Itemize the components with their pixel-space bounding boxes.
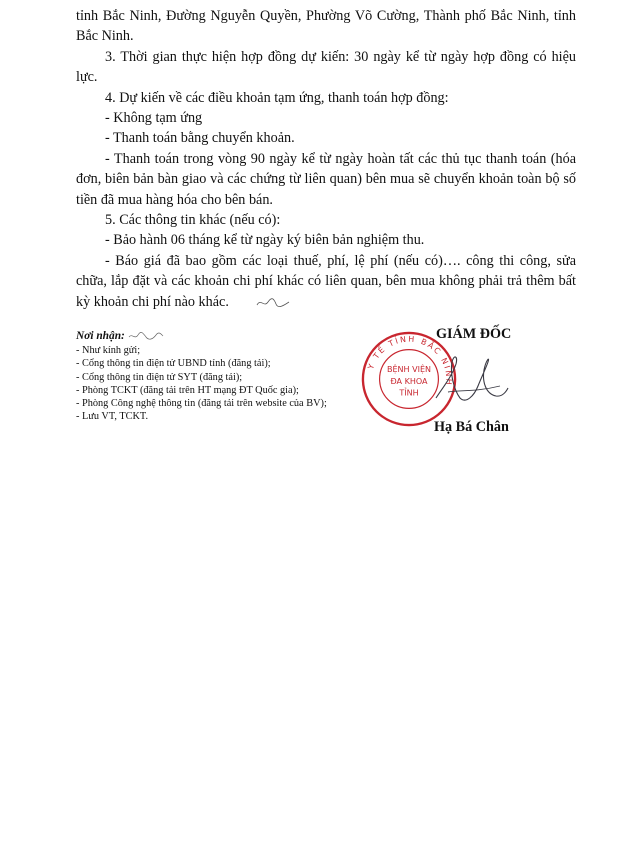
paragraph-payment-deadline: - Thanh toán trong vòng 90 ngày kể từ ngày hoàn tất các thủ tục thanh toán (hóa đơn, biên bản bàn giao và các chứng từ liên quan) bên mua sẽ chuyển khoản toàn bộ số tiền đã mua hàng hóa cho bên bán. bbox=[76, 150, 576, 208]
seal-line-2: ĐA KHOA bbox=[390, 376, 428, 386]
paragraph-quote-inclusions: - Báo giá đã bao gồm các loại thuế, phí, lệ phí (nếu có)…. công thi công, sửa chữa, lắp đặt và các khoản chi phí khác có liên quan, bên mua không phải trả thêm bất kỳ khoản chi phí nào khác. bbox=[76, 252, 576, 310]
seal-line-1: BỆNH VIỆN bbox=[386, 365, 432, 375]
recipient-scribble-icon bbox=[128, 330, 164, 342]
recipient-item: - Phòng TCKT (đăng tải trên HT mạng ĐT Quốc gia); bbox=[76, 384, 299, 396]
recipient-item: - Cổng thông tin điện tử UBND tỉnh (đăng tải); bbox=[76, 358, 271, 370]
signatory-name: Hạ Bá Chân bbox=[434, 419, 509, 435]
paragraph-bank-transfer: - Thanh toán bằng chuyển khoản. bbox=[105, 130, 295, 147]
document-body bbox=[76, 6, 576, 312]
recipient-item: - Phòng Công nghệ thông tin (đăng tải trên website của BV); bbox=[76, 398, 327, 410]
paragraph-address: tỉnh Bắc Ninh, Đường Nguyễn Quyền, Phường Võ Cường, Thành phố Bắc Ninh, tỉnh Bắc Ninh. bbox=[76, 8, 576, 45]
initials-scribble-icon bbox=[256, 296, 290, 310]
recipient-item: - Lưu VT, TCKT. bbox=[76, 411, 149, 423]
paragraph-contract-duration: 3. Thời gian thực hiện hợp đồng dự kiến: 30 ngày kể từ ngày hợp đồng có hiệu lực. bbox=[76, 48, 576, 86]
paragraph-other-info-heading: 5. Các thông tin khác (nếu có): bbox=[105, 212, 281, 229]
paragraph-warranty: - Bảo hành 06 tháng kể từ ngày ký biên bản nghiệm thu. bbox=[105, 232, 425, 249]
paragraph-payment-terms-heading: 4. Dự kiến về các điều khoản tạm ứng, thanh toán hợp đồng: bbox=[105, 89, 449, 106]
seal-line-3: TỈNH bbox=[399, 388, 419, 398]
paragraph-no-advance: - Không tạm ứng bbox=[105, 110, 203, 127]
recipient-item: - Cổng thông tin điện tử SYT (đăng tải); bbox=[76, 371, 243, 383]
handwritten-signature-icon bbox=[430, 346, 510, 416]
recipients-block bbox=[76, 330, 376, 423]
recipients-heading: Nơi nhận: bbox=[76, 330, 125, 342]
seal-outer-text: Y TẾ TỈNH BẮC NINH bbox=[366, 334, 454, 387]
signatory-title: GIÁM ĐỐC bbox=[436, 326, 512, 342]
recipient-item: - Như kính gửi; bbox=[76, 345, 141, 357]
